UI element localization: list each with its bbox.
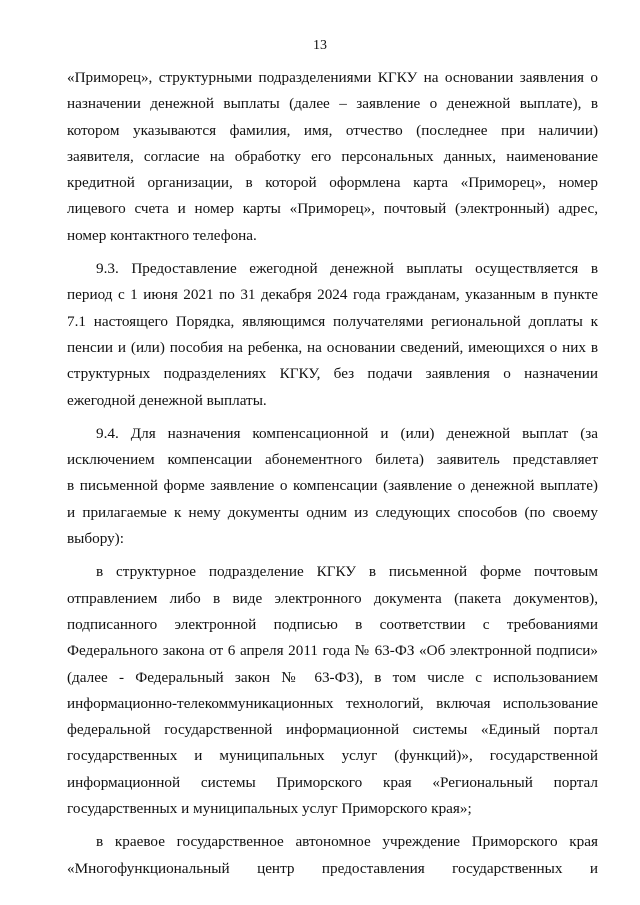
text-line: федеральной государственной информационной системы «Единый портал [67, 721, 598, 739]
text-line: структурных подразделениях КГКУ, без подачи заявления о назначении [67, 365, 598, 383]
text-line: подписанного электронной подписью в соответствии с требованиями [67, 615, 598, 633]
text-line: 9.4. Для назначения компенсационной и (или) денежной выплат (за [96, 424, 598, 442]
text-line: ежегодной денежной выплаты. [67, 391, 267, 409]
text-line: 9.3. Предоставление ежегодной денежной выплаты осуществляется в [96, 260, 598, 278]
text-line: 7.1 настоящего Порядка, являющимся получателями региональной доплаты к [67, 312, 598, 330]
text-line: заявителя, согласие на обработку его персональных данных, наименование [67, 147, 598, 165]
text-line: информационно-телекоммуникационных технологий, включая использование [67, 694, 598, 712]
text-line: котором указываются фамилия, имя, отчество (последнее при наличии) [67, 121, 598, 139]
paragraph-kgku-method [67, 559, 598, 822]
paragraph-9-4 [67, 421, 598, 552]
text-line: период с 1 июня 2021 по 31 декабря 2024 года гражданам, указанным в пункте [67, 286, 598, 304]
text-line: выбору): [67, 530, 124, 548]
text-line: пенсии и (или) пособия на ребенка, на основании сведений, имеющихся о них в [67, 338, 598, 356]
text-line: кредитной организации, в которой оформлена карта «Приморец», номер [67, 174, 598, 192]
page-number: 13 [313, 38, 327, 53]
paragraph-mfc-method [67, 829, 598, 882]
text-line: «Многофункциональный центр предоставления государственных и [67, 859, 598, 877]
text-line: в структурное подразделение КГКУ в письменной форме почтовым [96, 563, 598, 581]
text-line: государственных и муниципальных услуг (функций)», государственной [67, 747, 598, 765]
text-line: номер контактного телефона. [67, 226, 257, 244]
paragraph-9-3 [67, 256, 598, 414]
text-line: «Приморец», структурными подразделениями КГКУ на основании заявления о [67, 69, 598, 86]
text-line: в письменной форме заявление о компенсации (заявление о денежной выплате) [67, 477, 598, 495]
text-line: в краевое государственное автономное учреждение Приморского края [96, 833, 598, 851]
text-line: Федерального закона от 6 апреля 2011 года № 63-ФЗ «Об электронной подписи» [67, 642, 598, 660]
text-line: (далее - Федеральный закон № 63-ФЗ), в том числе с использованием [67, 668, 598, 686]
document-body [67, 65, 598, 882]
text-line: отправлением либо в виде электронного документа (пакета документов), [67, 589, 598, 607]
text-line: государственных и муниципальных услуг Приморского края»; [67, 800, 472, 818]
paragraph-continuation [67, 65, 598, 249]
text-line: назначении денежной выплаты (далее – заявление о денежной выплате), в [67, 95, 598, 113]
text-line: информационной системы Приморского края «Региональный портал [67, 773, 598, 791]
text-line: и прилагаемые к нему документы одним из следующих способов (по своему [67, 503, 598, 521]
text-line: лицевого счета и номер карты «Приморец», почтовый (электронный) адрес, [67, 200, 598, 218]
text-line: исключением компенсации абонементного билета) заявитель представляет [67, 451, 598, 469]
